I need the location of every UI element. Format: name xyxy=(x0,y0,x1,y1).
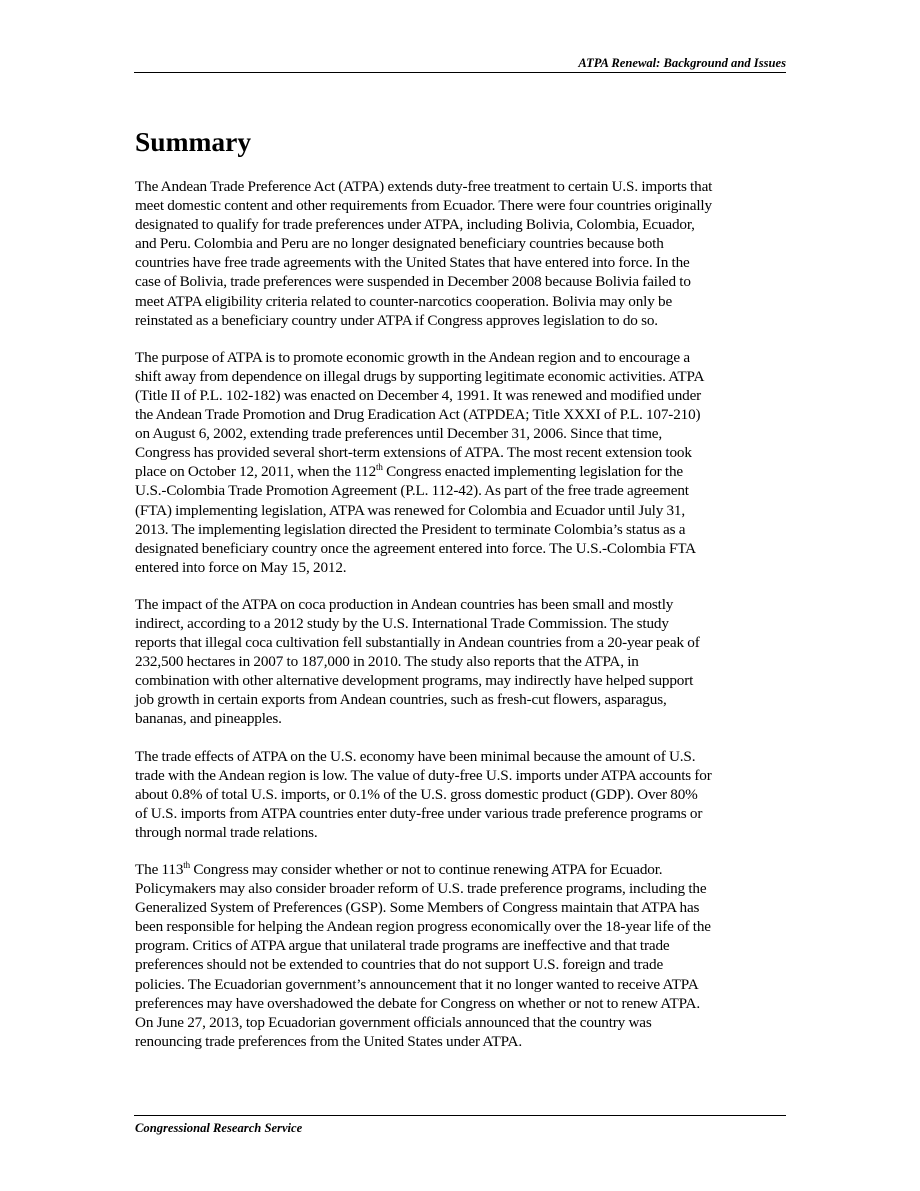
text-line: designated beneficiary country once the agreement entered into force. The U.S.-Colombia FTA xyxy=(135,539,697,557)
ordinal-superscript: th xyxy=(376,462,383,473)
text-line: countries have free trade agreements with the United States that have entered into force. In the xyxy=(135,254,690,272)
text-line: policies. The Ecuadorian government’s announcement that it no longer wanted to receive ATPA xyxy=(135,975,699,993)
text-line: case of Bolivia, trade preferences were suspended in December 2008 because Bolivia failed to xyxy=(135,273,691,291)
text-line: The impact of the ATPA on coca production in Andean countries has been small and mostly xyxy=(135,595,674,613)
text-line: (FTA) implementing legislation, ATPA was renewed for Colombia and Ecuador until July 31, xyxy=(135,501,686,519)
text-line: renouncing trade preferences from the United States under ATPA. xyxy=(135,1032,522,1050)
text-line-with-superscript xyxy=(135,860,790,879)
summary-body xyxy=(135,177,790,1069)
text-line: designated to qualify for trade preferences under ATPA, including Bolivia, Colombia, Ecuador, xyxy=(135,216,695,234)
text-line-with-superscript xyxy=(135,462,790,481)
paragraph-congress-considerations xyxy=(135,860,790,1051)
text-line: U.S.-Colombia Trade Promotion Agreement (P.L. 112-42). As part of the free trade agreement xyxy=(135,482,689,500)
text-line: the Andean Trade Promotion and Drug Eradication Act (ATPDEA; Title XXXI of P.L. 107-210) xyxy=(135,406,701,424)
text-line: trade with the Andean region is low. The value of duty-free U.S. imports under ATPA accounts for xyxy=(135,766,712,784)
text-line: The Andean Trade Preference Act (ATPA) extends duty-free treatment to certain U.S. imports that xyxy=(135,178,713,195)
running-header-title: ATPA Renewal: Background and Issues xyxy=(578,56,786,70)
text-segment: place on October 12, 2011, when the 112 xyxy=(135,463,377,481)
text-segment: The 113 xyxy=(135,861,184,878)
text-line: combination with other alternative development programs, may indirectly have helped support xyxy=(135,672,694,690)
ordinal-superscript: th xyxy=(183,860,190,870)
text-line: been responsible for helping the Andean region progress economically over the 18-year life of the xyxy=(135,918,711,936)
text-line: 232,500 hectares in 2007 to 187,000 in 2010. The study also reports that the ATPA, in xyxy=(135,653,639,671)
text-line: and Peru. Colombia and Peru are no longer designated beneficiary countries because both xyxy=(135,235,664,253)
text-line: 2013. The implementing legislation directed the President to terminate Colombia’s status as a xyxy=(135,520,686,538)
text-line: Generalized System of Preferences (GSP). Some Members of Congress maintain that ATPA has xyxy=(135,899,700,917)
text-line: on August 6, 2002, extending trade preferences until December 31, 2006. Since that time, xyxy=(135,425,662,443)
text-line: meet ATPA eligibility criteria related to counter-narcotics cooperation. Bolivia may only be xyxy=(135,292,673,310)
text-line: preferences may have overshadowed the debate for Congress on whether or not to renew ATPA. xyxy=(135,994,701,1012)
text-line: program. Critics of ATPA argue that unilateral trade programs are ineffective and that trade xyxy=(135,937,670,955)
text-line: about 0.8% of total U.S. imports, or 0.1% of the U.S. gross domestic product (GDP). Over 80% xyxy=(135,785,698,803)
text-line: (Title II of P.L. 102-182) was enacted on December 4, 1991. It was renewed and modified under xyxy=(135,386,702,404)
paragraph-coca-impact xyxy=(135,595,790,729)
text-line: The purpose of ATPA is to promote economic growth in the Andean region and to encourage a xyxy=(135,348,690,366)
text-line: Policymakers may also consider broader reform of U.S. trade preference programs, including the xyxy=(135,880,707,898)
text-segment: Congress may consider whether or not to continue renewing ATPA for Ecuador. xyxy=(189,861,663,878)
text-line: job growth in certain exports from Andean countries, such as fresh-cut flowers, asparagus, xyxy=(135,691,667,709)
page-title: Summary xyxy=(135,126,252,157)
text-line: meet domestic content and other requirements from Ecuador. There were four countries originally xyxy=(135,197,712,215)
header-divider xyxy=(134,72,786,73)
footer-divider xyxy=(134,1115,786,1116)
text-line: The trade effects of ATPA on the U.S. economy have been minimal because the amount of U.S. xyxy=(135,747,696,765)
paragraph-atpa-overview xyxy=(135,177,790,330)
text-line: Congress has provided several short-term extensions of ATPA. The most recent extension took xyxy=(135,444,692,462)
text-line: reports that illegal coca cultivation fell substantially in Andean countries from a 20-year peak of xyxy=(135,634,700,652)
paragraph-trade-effects xyxy=(135,747,790,842)
text-line: bananas, and pineapples. xyxy=(135,710,282,728)
text-line: through normal trade relations. xyxy=(135,823,318,841)
text-line: shift away from dependence on illegal drugs by supporting legitimate economic activities. ATPA xyxy=(135,367,705,385)
text-segment: Congress enacted implementing legislation for the xyxy=(382,463,684,481)
text-line: preferences should not be extended to countries that do not support U.S. foreign and trade xyxy=(135,956,664,974)
text-line: indirect, according to a 2012 study by the U.S. International Trade Commission. The study xyxy=(135,614,669,632)
text-line: entered into force on May 15, 2012. xyxy=(135,558,347,576)
running-footer-source: Congressional Research Service xyxy=(135,1121,303,1135)
text-line: of U.S. imports from ATPA countries enter duty-free under various trade preference programs or xyxy=(135,804,703,822)
paragraph-atpa-purpose xyxy=(135,348,790,577)
text-line: reinstated as a beneficiary country under ATPA if Congress approves legislation to do so. xyxy=(135,311,658,329)
text-line: On June 27, 2013, top Ecuadorian government officials announced that the country was xyxy=(135,1013,652,1031)
